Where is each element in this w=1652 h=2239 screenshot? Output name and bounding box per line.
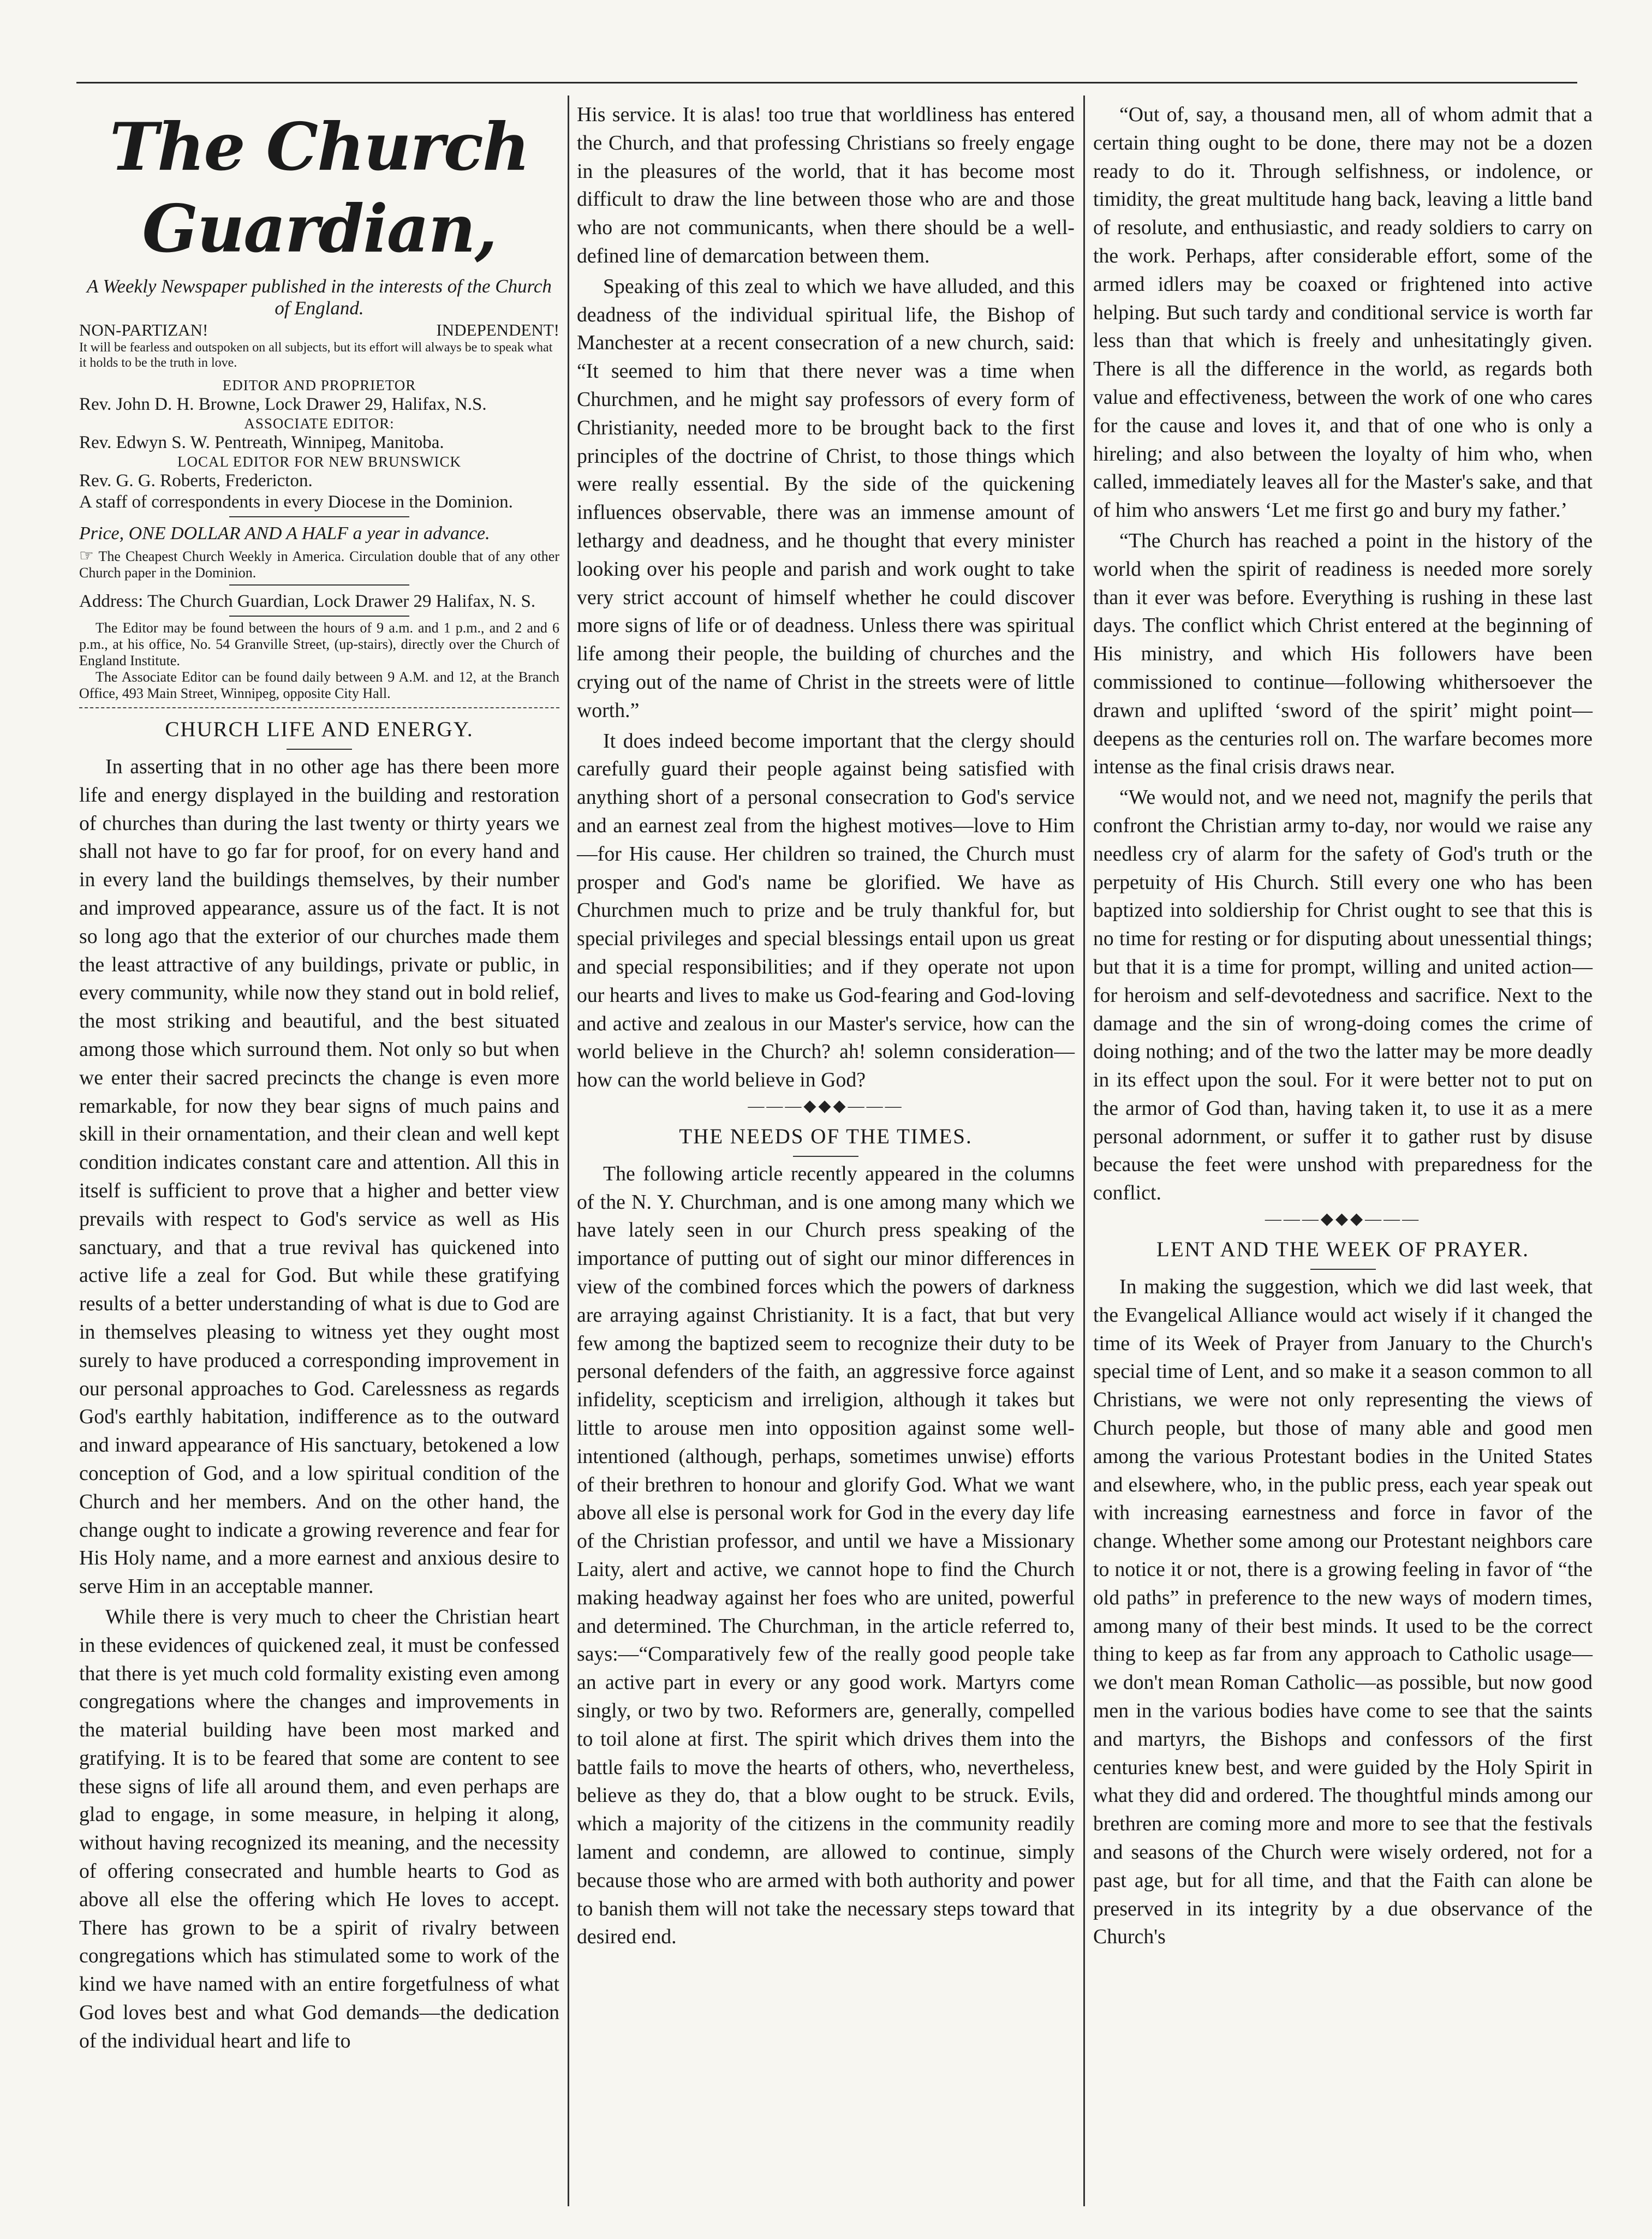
cheapest-text: The Cheapest Church Weekly in America. Circulation double that of any other Church paper in the Dominion. (79, 548, 559, 581)
article-paragraph: His service. It is alas! too true that worldliness has entered the Church, and that professing Christians so freely engage in the pleasures of the world, that it has become most difficult to draw the line between those who are and those who are not communicants, when there should be a well-defined line of demarcation between them. (577, 103, 1075, 267)
top-rule (76, 82, 1577, 83)
headline-needs-of-times: THE NEEDS OF THE TIMES. (679, 1124, 973, 1148)
masthead-rule-3 (229, 616, 409, 617)
masthead-motto: It will be fearless and outspoken on all subjects, but its effort will always be to speak what it holds to be the truth in love. (79, 341, 553, 370)
office-notice (79, 620, 559, 702)
masthead-rule (229, 516, 409, 517)
address-line: Address: The Church Guardian, Lock Drawer 29 Halifax, N. S. (79, 592, 536, 611)
masthead (79, 106, 559, 708)
office-notice-editor: The Editor may be found between the hours of 9 a.m. and 1 p.m., and 2 and 6 p.m., at his office, No. 54 Granville Street, (up-stairs), directly over the Church of England Institute. (79, 620, 559, 668)
ornamental-divider: ———◆◆◆——— (748, 1096, 904, 1115)
tag-non-partizan: NON-PARTIZAN! (79, 320, 208, 339)
headline-lent-week-of-prayer: LENT AND THE WEEK OF PRAYER. (1156, 1238, 1529, 1262)
article-paragraph: The following article recently appeared in the columns of the N. Y. Churchman, and is one among many which we have lately seen in our Church press speaking of the importance of putting out of sight our minor differences in view of the combined forces which the powers of darkness are arraying against Christianity. It is a fact, that but very few among the baptized seem to recognize their duty to be personal defenders of the faith, an aggressive force against infidelity, scepticism and irreligion, although it takes but little to arouse men into opposition against some well-intentioned (although, perhaps, sometimes unwise) efforts of their brethren to honour and glorify God. What we want above all else is personal work for God in the every day life of the Christian professor, and until we have a Missionary Laity, alert and active, we cannot hope to find the Church making headway against her foes who are united, powerful and determined. The Churchman, in the article referred to, says:—“Comparatively few of the really good people take an active part in every or any good work. Martyrs come singly, or two by two. Reformers are, generally, compelled to toil alone at first. The spirit which drives them into the battle fails to move the hearts of others, who, nevertheless, believe as they do, that a blow ought to be struck. Evils, which a majority of the citizens in the community readily lament and condemn, are allowed to continue, simply because those who are armed with both authority and power to banish them will not take the necessary steps toward that desired end. (577, 1162, 1075, 1949)
price-line: Price, ONE DOLLAR AND A HALF a year in advance. (79, 523, 490, 544)
associate-line: Rev. Edwyn S. W. Pentreath, Winnipeg, Manitoba. (79, 433, 444, 452)
masthead-tags (79, 320, 559, 340)
article-paragraph: Speaking of this zeal to which we have alluded, and this deadness of the individual spiritual life, the Bishop of Manchester at a recent consecration of a new church, said: “It seemed to him that there never was a time when Churchmen, and he might say professors of every form of Christianity, needed more to be brought back to the first principles of the doctrine of Christ, to those things which were really essential. By the side of the quickening influences observable, there was an immense amount of lethargy and deadness, and he thought that every minister looking over his people and parish and work ought to take very strict account of himself whether he could discover more signs of life or of deadness. Unless there was spiritual life among their people, the building of churches and the crying out of the name of Christ in the streets were of little worth.” (577, 274, 1075, 722)
masthead-title: The Church Guardian, (109, 109, 529, 267)
local-editor-heading: LOCAL EDITOR FOR NEW BRUNSWICK (177, 453, 461, 470)
office-notice-associate: The Associate Editor can be found daily between 9 A.M. and 12, at the Branch Office, 493 Main Street, Winnipeg, opposite City Hall. (79, 669, 559, 701)
headline-church-life: CHURCH LIFE AND ENERGY. (165, 718, 474, 741)
article-paragraph: “We would not, and we need not, magnify the perils that confront the Christian army to-day, nor would we raise any needless cry of alarm for the safety of God's truth or the perpetuity of His Church. Still every one who has been baptized into soldiership for Christ ought to see that this is no time for resting or for disputing about unessential things; but that it is a time for prompt, willing and united action—for heroism and self-devotedness and sacrifice. Next to the damage and the sin of wrong-doing comes the crime of doing nothing; and of the two the latter may be more deadly in its effect upon the soul. For it were better not to put on the armor of God than, having taken it, to use it as a mere personal adornment, or suffer it to gather rust by disuse because the feet were unshod with preparedness for the conflict. (1093, 786, 1593, 1205)
article-paragraph: “The Church has reached a point in the history of the world when the spirit of readiness is needed more sorely than it ever was before. Everything is rushing in these last days. The conflict which Christ entered at the beginning of His ministry, and which His followers have been commissioned to continue—following whithersoever the drawn and uplifted ‘sword of the spirit’ might point—deepens as the centuries roll on. The warfare becomes more intense as the final crisis draws near. (1093, 529, 1593, 779)
column-rule-1 (568, 95, 569, 2206)
column-rule-2 (1083, 95, 1085, 2206)
staff-line: A staff of correspondents in every Diocese in the Dominion. (79, 492, 513, 512)
article-paragraph: It does indeed become important that the clergy should carefully guard their people against being satisfied with anything short of a personal consecration to God's service and an earnest zeal from the highest motives—love to Him—for His cause. Her children so trained, the Church must prosper and God's name be glorified. We have as Churchmen much to prize and be truly thankful for, but special privileges and special blessings entail upon us great and special responsibilities; and if they operate not upon our hearts and lives to make us God-fearing and God-loving and active and zealous in our Master's service, how can the world believe in the Church? ah! solemn consideration—how can the world believe in God? (577, 729, 1075, 1092)
column-3 (1093, 101, 1593, 2190)
article-paragraph: “Out of, say, a thousand men, all of whom admit that a certain thing ought to be done, there may not be a dozen ready to do it. Through selfishness, or indolence, or timidity, the great multitude hang back, leaving a little band of resolute, and enthusiastic, and ready soldiers to carry on the work. Perhaps, after considerable effort, some of the armed idlers may be coaxed or frightened into active helping. But such tardy and conditional service is worth far less than that which is freely and unhesitatingly given. There is all the difference in the world, as regards both value and effectiveness, between the work of one who cares for the cause and loves it, and that of one who is only a hireling; and also between the loyalty of him who, when called, immediately leaves all for the Master's sake, and that of him who answers ‘Let me first go and bury my father.’ (1093, 103, 1593, 522)
editor-heading: EDITOR AND PROPRIETOR (222, 377, 416, 393)
masthead-rule-2 (229, 584, 409, 586)
tag-independent: INDEPENDENT! (436, 320, 559, 339)
masthead-bottom-rule (79, 707, 559, 708)
column-2 (577, 101, 1075, 2190)
column-1 (79, 101, 559, 2190)
associate-heading: ASSOCIATE EDITOR: (244, 415, 395, 432)
article-paragraph: While there is very much to cheer the Christian heart in these evidences of quickened zeal, it must be confessed that there is yet much cold formality existing even among congregations where the changes and improvements in the material building have been most marked and gratifying. It is to be feared that some are content to see these signs of life all around them, and even perhaps are glad to engage, in some measure, in helping it along, without having recognized its meaning, and the necessity of offering consecrated and humble hearts to God as above all else the offering which He loves to accept. There has grown to be a spirit of rivalry between congregations which has stimulated some to work of the kind we have named with an entire forgetfulness of what God loves best and what God demands—the dedication of the individual heart and life to (79, 1605, 559, 2052)
headline-underline (287, 749, 352, 750)
headline-underline (793, 1156, 858, 1157)
cheapest-notice (79, 548, 559, 581)
article-paragraph: In asserting that in no other age has there been more life and energy displayed in the building and restoration of churches than during the last twenty or thirty years we shall not have to go far for proof, for on every hand and in every land the buildings themselves, by their number and improved appearance, assure us of the fact. It is not so long ago that the exterior of our churches made them the least attractive of any buildings, private or public, in every community, while now they stand out in bold relief, the most striking and beautiful, and the best situated among those which surround them. Not only so but when we enter their sacred precincts the change is even more remarkable, for now they bear signs of much pains and skill in their ornamentation, and their clean and well kept condition indicates constant care and attention. All this in itself is sufficient to prove that a higher and better view prevails with respect to God's service as well as His sanctuary, and that a true revival has quickened into active life a zeal for God. But while these gratifying results of a better understanding of what is due to God are in themselves pleasing to witness yet they ought most surely to have produced a corresponding improvement in our personal approaches to God. Carelessness as regards God's earthly habitation, indifference as to the outward and inward appearance of His sanctuary, betokened a low conception of God, and a low spiritual condition of the Church and her members. And on the other hand, the change ought to indicate a growing reverence and fear for His Holy name, and a more earnest and anxious desire to serve Him in an acceptable manner. (79, 755, 559, 1598)
headline-underline (1310, 1269, 1376, 1270)
local-editor-line: Rev. G. G. Roberts, Fredericton. (79, 471, 313, 491)
article-paragraph: In making the suggestion, which we did last week, that the Evangelical Alliance would act wisely if it changed the time of its Week of Prayer from January to the Church's special time of Lent, and so make it a season common to all Christians, we were not only representing the views of Church people, but those of many able and good men among the various Protestant bodies in the United States and elsewhere, who, in the public press, each year speak out with increasing earnestness and force in favor of the change. Whether some among our Protestant neighbors care to notice it or not, there is a growing feeling in favor of “the old paths” in preference to the new ways of modern times, among many of their best minds. It used to be the correct thing to keep as far from any approach to Catholic usage—we don't mean Roman Catholic—as possible, but now good men in the various bodies have come to see that the saints and martyrs, the Bishops and confessors of the first centuries knew best, and were guided by the Holy Spirit in what they did and ordered. The thoughtful minds among our brethren are coming more and more to see that the festivals and seasons of the Church were wisely ordered, not for a past age, but for all time, and that the Faith can alone be preserved in its integrity by a due observance of the Church's (1093, 1275, 1593, 1949)
editor-line: Rev. John D. H. Browne, Lock Drawer 29, Halifax, N.S. (79, 395, 487, 414)
ornamental-divider: ———◆◆◆——— (1265, 1210, 1421, 1228)
masthead-subtitle: A Weekly Newspaper published in the interests of the Church of England. (87, 276, 552, 319)
pointing-hand-icon: ☞ (79, 547, 94, 565)
